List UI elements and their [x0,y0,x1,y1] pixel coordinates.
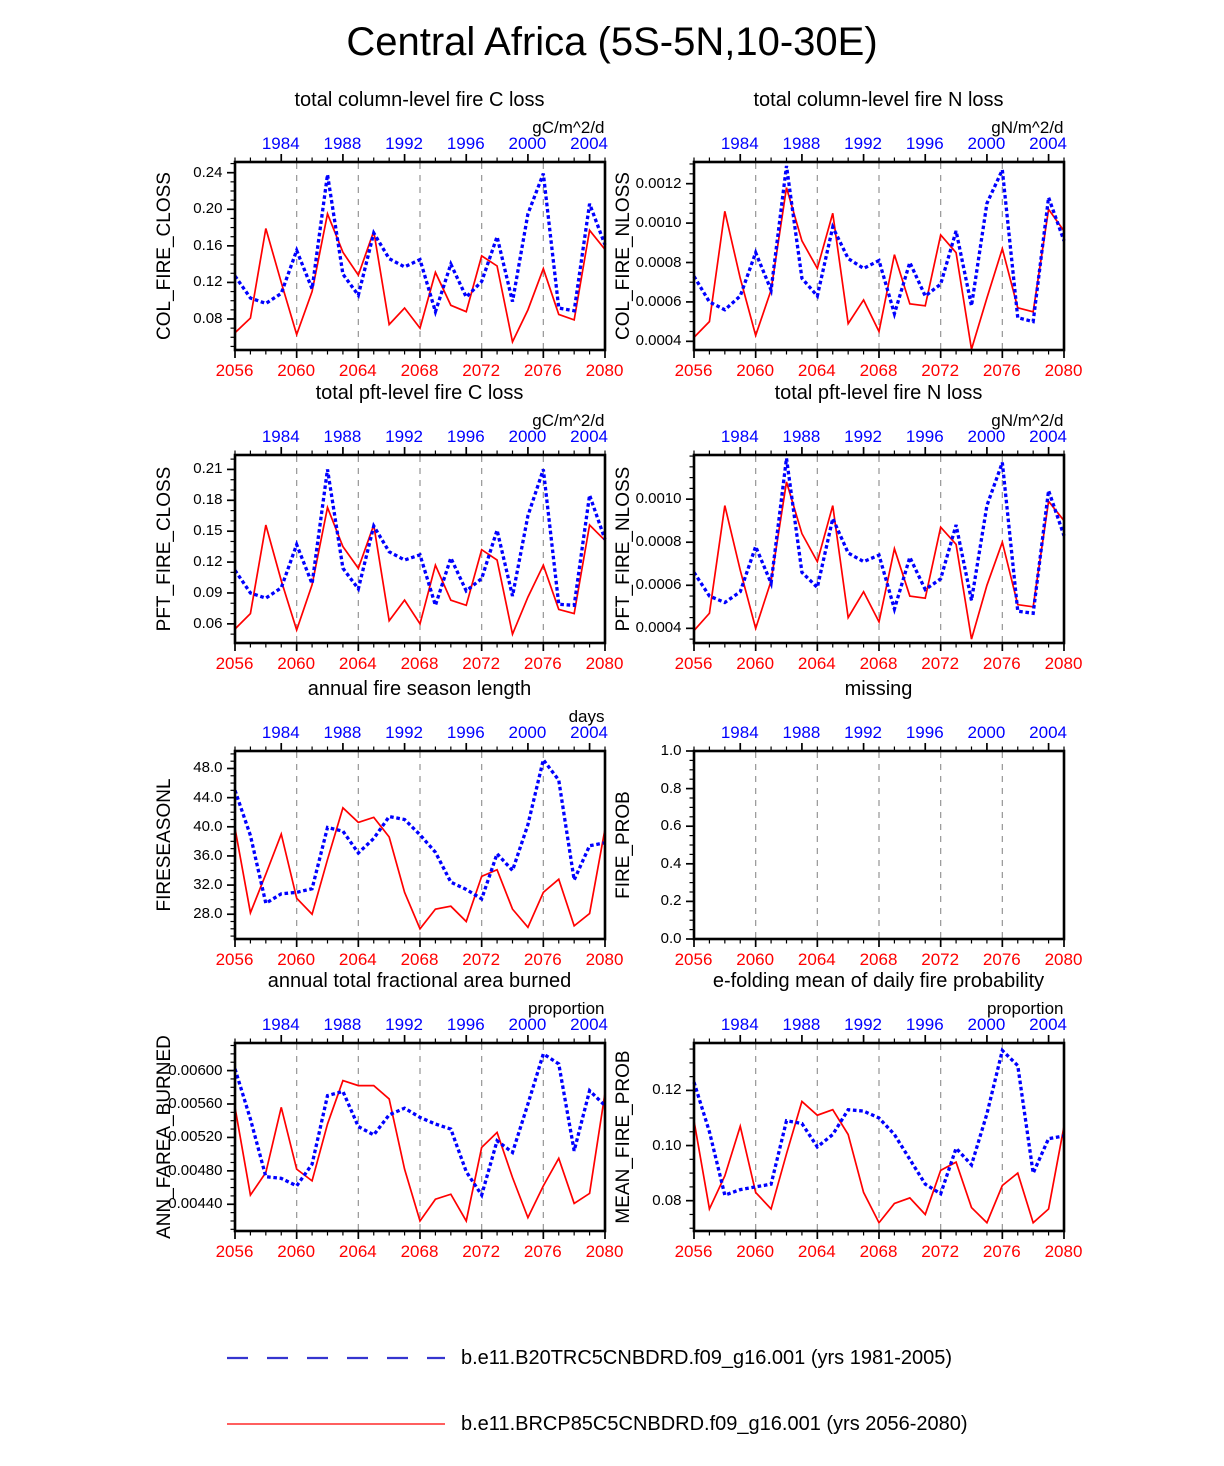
units-label-mean-fire-prob: proportion [986,999,1064,1018]
x-bottom-tick-label: 2068 [400,361,439,380]
x-top-tick-label: 1988 [782,1015,821,1034]
x-top-tick-label: 1984 [261,134,300,153]
plot-svg-fireseasonl [225,741,615,949]
y-axis-name-pft-fire-closs: PFT_FIRE_CLOSS [153,466,175,632]
x-top-tick-label: 2004 [1029,427,1067,446]
panel-title-ann-farea-burned: annual total fractional area burned [267,970,572,992]
x-bottom-tick-label: 2076 [523,1242,562,1261]
y-tick-label: 0.0004 [635,619,682,637]
x-bottom-tick-label: 2068 [400,1242,439,1261]
plot-svg-pft-fire-nloss [684,445,1074,653]
x-bottom-tick-label: 2072 [462,361,501,380]
x-bottom-tick-label: 2056 [215,950,254,969]
y-tick-label: 0.24 [193,163,223,181]
x-top-tick-label: 2004 [1029,1015,1067,1034]
x-top-tick-label: 1984 [720,134,759,153]
units-label-col-fire-closs: gC/m^2/d [532,118,605,137]
legend-rcp-label: b.e11.BRCP85C5CNBDRD.f09_g16.001 (yrs 2056-2080) [461,1412,968,1435]
y-tick-label: 0.00600 [168,1061,223,1079]
x-top-tick-label: 1984 [261,1015,300,1034]
y-axis-name-mean-fire-prob: MEAN_FIRE_PROB [612,1050,634,1224]
x-bottom-tick-label: 2076 [982,1242,1021,1261]
x-bottom-tick-label: 2056 [674,654,713,673]
x-bottom-tick-label: 2076 [523,950,562,969]
x-bottom-tick-label: 2060 [277,361,316,380]
x-bottom-tick-label: 2064 [797,361,836,380]
x-bottom-tick-label: 2080 [585,950,624,969]
plot-svg-mean-fire-prob [684,1033,1074,1241]
rcp-series-line [235,1081,605,1221]
y-tick-label: 0.12 [652,1081,682,1099]
x-top-tick-label: 1996 [446,723,485,742]
legend-hist-line-sample [225,1346,447,1370]
panel-title-fireseasonl: annual fire season length [307,678,532,700]
x-top-tick-label: 1988 [782,427,821,446]
x-top-tick-label: 1992 [385,723,423,742]
x-top-tick-label: 2000 [967,1015,1006,1034]
y-tick-label: 0.00520 [168,1128,223,1146]
y-tick-label: 0.00480 [168,1161,223,1179]
x-bottom-tick-label: 2080 [585,654,624,673]
gridlines [755,163,1002,349]
panel-title-col-fire-closs: total column-level fire C loss [294,89,545,111]
x-top-tick-label: 1992 [844,134,882,153]
x-top-tick-label: 1996 [446,427,485,446]
x-bottom-tick-label: 2056 [215,361,254,380]
x-top-tick-label: 1992 [385,1015,423,1034]
plot-svg-ann-farea-burned [225,1033,615,1241]
legend-rcp-line-sample [225,1412,447,1436]
x-bottom-tick-label: 2056 [215,1242,254,1261]
y-tick-label: 0.16 [193,236,223,254]
y-axis-name-col-fire-nloss: COL_FIRE_NLOSS [612,172,634,340]
plot-svg-fire-prob [684,741,1074,949]
y-tick-label: 0.4 [660,854,682,872]
x-axis-ticks [235,743,605,947]
y-tick-label: 0.0012 [635,174,682,192]
y-axis-name-fire-prob: FIRE_PROB [612,791,634,899]
x-bottom-tick-label: 2064 [797,950,836,969]
gridlines [296,1044,543,1230]
x-top-tick-label: 1992 [844,427,882,446]
x-bottom-tick-label: 2068 [859,950,898,969]
y-tick-label: 0.10 [652,1136,682,1154]
x-top-tick-label: 1996 [905,427,944,446]
x-top-tick-label: 1984 [720,723,759,742]
x-bottom-tick-label: 2056 [674,950,713,969]
x-bottom-tick-label: 2080 [585,361,624,380]
x-top-tick-label: 2000 [967,723,1006,742]
x-bottom-tick-label: 2080 [1044,361,1083,380]
x-bottom-tick-label: 2064 [338,950,377,969]
y-tick-label: 0.21 [193,460,223,478]
y-tick-label: 0.12 [193,553,223,571]
y-tick-label: 28.0 [193,905,223,923]
y-tick-label: 32.0 [193,876,223,894]
x-bottom-tick-label: 2064 [797,1242,836,1261]
y-tick-label: 0.0008 [635,253,682,271]
x-top-tick-label: 2000 [508,134,547,153]
x-bottom-tick-label: 2064 [338,361,377,380]
x-bottom-tick-label: 2076 [982,950,1021,969]
x-top-tick-label: 1996 [905,723,944,742]
y-tick-label: 0.0006 [635,292,682,310]
y-tick-label: 48.0 [193,759,223,777]
x-top-tick-label: 1992 [385,134,423,153]
y-tick-label: 0.12 [193,273,223,291]
y-tick-label: 0.0010 [635,214,682,232]
x-bottom-tick-label: 2076 [982,654,1021,673]
x-axis-ticks [694,1035,1064,1239]
x-top-tick-label: 2000 [508,1015,547,1034]
x-top-tick-label: 2004 [570,723,608,742]
x-bottom-tick-label: 2068 [859,361,898,380]
hist-series-line [235,174,605,312]
gridlines [755,752,1002,938]
x-top-tick-label: 2004 [1029,134,1067,153]
x-bottom-tick-label: 2068 [859,654,898,673]
x-bottom-tick-label: 2056 [674,1242,713,1261]
plot-svg-col-fire-nloss [684,152,1074,360]
x-bottom-tick-label: 2072 [921,1242,960,1261]
x-bottom-tick-label: 2060 [277,950,316,969]
panel-title-col-fire-nloss: total column-level fire N loss [753,89,1004,111]
panel-title-fire-prob: missing [844,678,913,700]
x-bottom-tick-label: 2064 [797,654,836,673]
x-bottom-tick-label: 2056 [215,654,254,673]
x-bottom-tick-label: 2072 [462,950,501,969]
x-axis-ticks [235,447,605,651]
y-axis-name-ann-farea-burned: ANN_FAREA_BURNED [153,1035,175,1239]
y-tick-label: 0.00440 [168,1195,223,1213]
y-tick-label: 0.15 [193,522,223,540]
y-axis-name-pft-fire-nloss: PFT_FIRE_NLOSS [612,466,634,632]
x-top-tick-label: 1988 [323,723,362,742]
y-tick-label: 0.08 [652,1191,682,1209]
units-label-pft-fire-closs: gC/m^2/d [532,411,605,430]
x-top-tick-label: 1992 [844,723,882,742]
x-bottom-tick-label: 2068 [859,1242,898,1261]
x-top-tick-label: 2004 [570,134,608,153]
x-bottom-tick-label: 2080 [1044,1242,1083,1261]
gridlines [296,163,543,349]
x-bottom-tick-label: 2080 [585,1242,624,1261]
y-tick-label: 0.0010 [635,490,682,508]
x-top-tick-label: 1996 [905,134,944,153]
y-tick-label: 44.0 [193,788,223,806]
gridlines [296,752,543,938]
legend-entry-hist [225,1346,952,1370]
x-top-tick-label: 1996 [905,1015,944,1034]
x-top-tick-label: 1988 [782,134,821,153]
y-tick-label: 0.8 [660,779,682,797]
y-tick-label: 36.0 [193,846,223,864]
x-bottom-tick-label: 2076 [523,361,562,380]
plot-svg-pft-fire-closs [225,445,615,653]
x-top-tick-label: 1984 [261,427,300,446]
units-label-col-fire-nloss: gN/m^2/d [991,118,1064,137]
x-bottom-tick-label: 2080 [1044,950,1083,969]
x-top-tick-label: 1984 [720,427,759,446]
x-bottom-tick-label: 2064 [338,654,377,673]
panel-title-pft-fire-closs: total pft-level fire C loss [315,382,524,404]
x-top-tick-label: 2000 [967,427,1006,446]
x-bottom-tick-label: 2072 [462,1242,501,1261]
y-tick-label: 0.18 [193,491,223,509]
units-label-pft-fire-nloss: gN/m^2/d [991,411,1064,430]
y-tick-label: 0.0004 [635,332,682,350]
x-bottom-tick-label: 2060 [736,361,775,380]
x-top-tick-label: 2004 [570,427,608,446]
x-bottom-tick-label: 2072 [921,950,960,969]
panel-title-pft-fire-nloss: total pft-level fire N loss [774,382,983,404]
y-tick-label: 40.0 [193,817,223,835]
x-bottom-tick-label: 2076 [523,654,562,673]
x-top-tick-label: 1988 [323,427,362,446]
x-top-tick-label: 1984 [720,1015,759,1034]
x-top-tick-label: 1988 [323,1015,362,1034]
x-bottom-tick-label: 2060 [736,1242,775,1261]
y-tick-label: 0.08 [193,310,223,327]
legend-hist-label: b.e11.B20TRC5CNBDRD.f09_g16.001 (yrs 1981-2005) [461,1346,953,1369]
x-axis-ticks [235,1035,605,1239]
y-axis-name-fireseasonl: FIRESEASONL [153,778,175,912]
x-bottom-tick-label: 2080 [1044,654,1083,673]
plot-svg-col-fire-closs [225,152,615,360]
y-tick-label: 0.06 [193,614,223,632]
x-bottom-tick-label: 2076 [982,361,1021,380]
x-top-tick-label: 1988 [782,723,821,742]
page-title: Central Africa (5S-5N,10-30E) [346,20,878,64]
gridlines [755,1044,1002,1230]
y-tick-label: 0.0006 [635,576,682,594]
x-axis-ticks [694,743,1064,947]
x-top-tick-label: 1992 [844,1015,882,1034]
x-bottom-tick-label: 2068 [400,950,439,969]
x-top-tick-label: 2004 [570,1015,608,1034]
legend-entry-rcp [225,1412,968,1436]
x-bottom-tick-label: 2072 [921,361,960,380]
units-label-ann-farea-burned: proportion [527,999,605,1018]
x-top-tick-label: 1992 [385,427,423,446]
x-bottom-tick-label: 2072 [921,654,960,673]
panel-title-mean-fire-prob: e-folding mean of daily fire probability [712,970,1045,992]
x-top-tick-label: 2004 [1029,723,1067,742]
y-tick-label: 0.6 [660,817,682,835]
x-top-tick-label: 1996 [446,1015,485,1034]
x-bottom-tick-label: 2068 [400,654,439,673]
gridlines [296,456,543,642]
x-top-tick-label: 2000 [967,134,1006,153]
y-tick-label: 0.20 [193,200,223,218]
x-top-tick-label: 1984 [261,723,300,742]
x-bottom-tick-label: 2060 [277,1242,316,1261]
x-bottom-tick-label: 2072 [462,654,501,673]
x-bottom-tick-label: 2064 [338,1242,377,1261]
y-tick-label: 0.09 [193,583,223,601]
x-bottom-tick-label: 2060 [736,950,775,969]
y-tick-label: 0.0008 [635,533,682,551]
x-top-tick-label: 1988 [323,134,362,153]
y-tick-label: 0.2 [660,892,682,910]
x-top-tick-label: 1996 [446,134,485,153]
y-tick-label: 1.0 [660,742,682,759]
y-tick-label: 0.00560 [168,1094,223,1112]
x-bottom-tick-label: 2060 [277,654,316,673]
x-top-tick-label: 2000 [508,427,547,446]
x-bottom-tick-label: 2056 [674,361,713,380]
x-bottom-tick-label: 2060 [736,654,775,673]
gridlines [755,456,1002,642]
y-axis-name-col-fire-closs: COL_FIRE_CLOSS [153,172,175,340]
y-tick-label: 0.0 [660,930,682,947]
units-label-fireseasonl: days [568,707,605,726]
x-top-tick-label: 2000 [508,723,547,742]
